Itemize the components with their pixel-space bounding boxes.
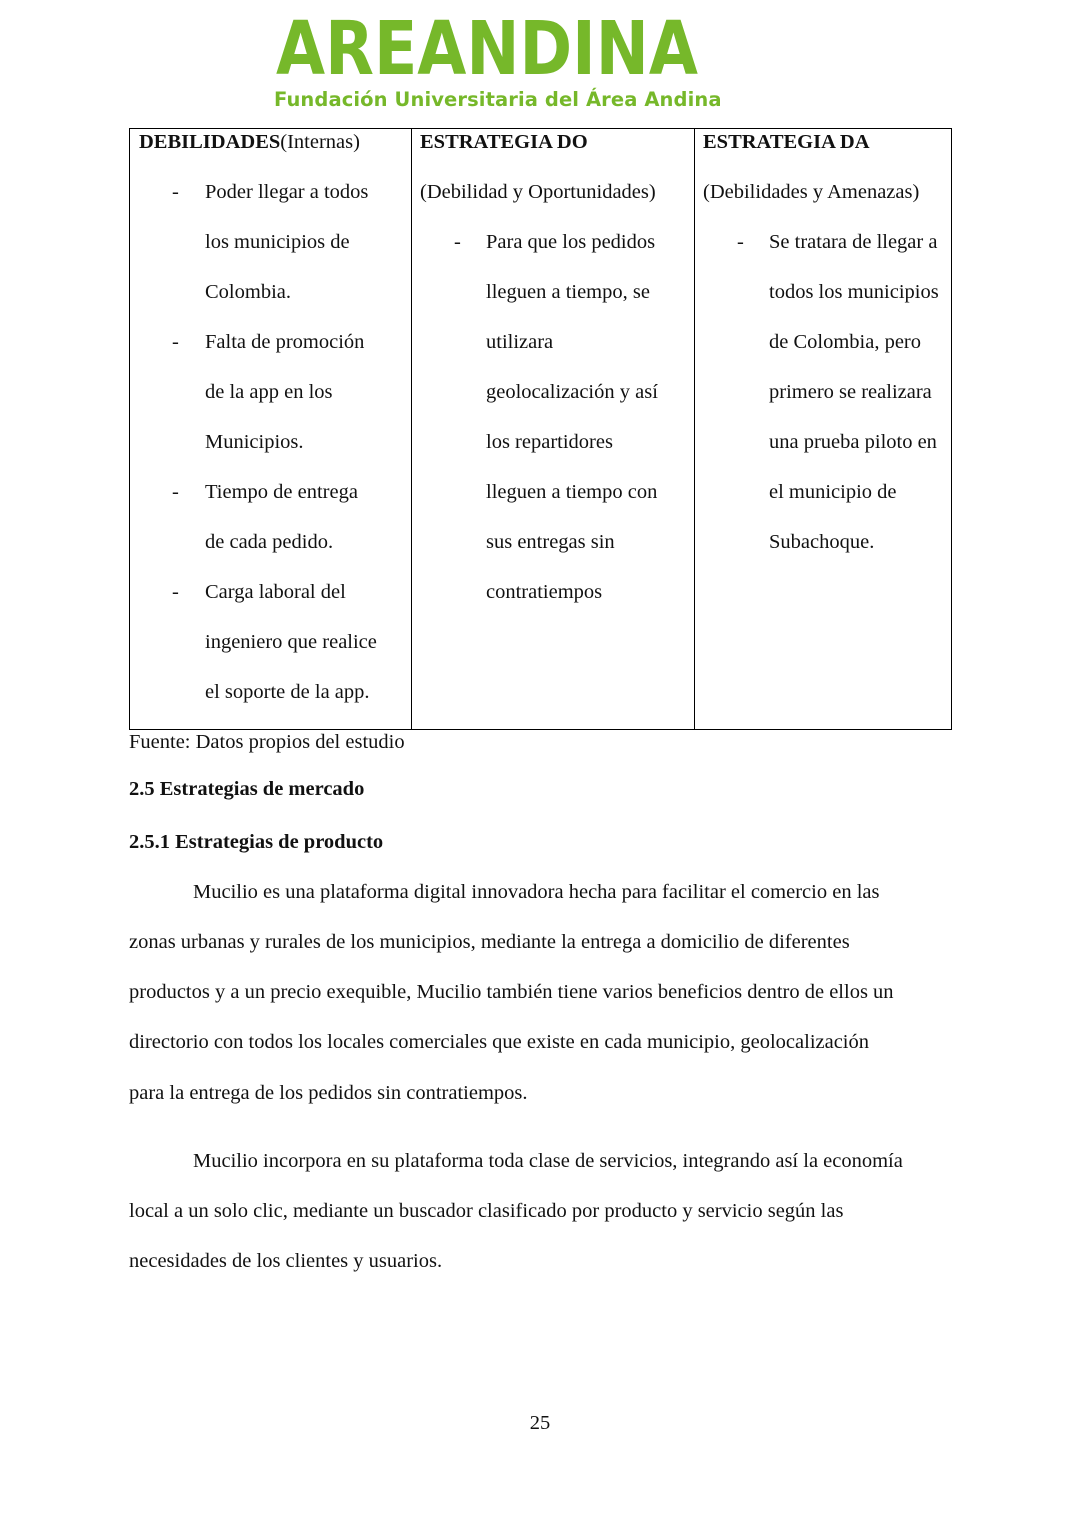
bullet-item-text: los municipios de <box>205 231 350 253</box>
bullet-item-line <box>703 279 951 329</box>
debilidades-list <box>139 179 411 729</box>
bullet-item-line <box>139 529 411 579</box>
paragraph2-line: necesidades de los clientes y usuarios. <box>129 1250 443 1272</box>
bullet-item-line <box>703 479 951 529</box>
bullet-item-line <box>420 329 694 379</box>
bullet-item-line: - Tiempo de entrega <box>172 481 358 503</box>
bullet-item-line <box>703 379 951 429</box>
logo-subtitle: Fundación Universitaria del Área Andina <box>274 88 722 111</box>
bullet-item-text: los repartidores <box>486 431 613 453</box>
bullet-item-line <box>139 379 411 429</box>
bullet-item-text: Falta de promoción <box>205 331 365 353</box>
debilidades-title: DEBILIDADES <box>139 131 281 153</box>
bullet-item-text: el soporte de la app. <box>205 681 370 703</box>
bullet-item-line: - Para que los pedidos <box>454 231 656 253</box>
bullet-item-text: geolocalización y así <box>486 381 658 403</box>
subsection-heading: 2.5.1 Estrategias de producto <box>129 831 384 853</box>
paragraph1-line: directorio con todos los locales comerciales que existe en cada municipio, geolocalización <box>129 1031 870 1053</box>
bullet-item-text: una prueba piloto en <box>769 431 937 453</box>
bullet-item-text: de Colombia, pero <box>769 331 922 353</box>
bullet-item-text: primero se realizara <box>769 381 932 403</box>
bullet-item-text: ingeniero que realice <box>205 631 377 653</box>
estrategia-da-column <box>695 129 952 730</box>
estrategia-do-title: ESTRATEGIA DO <box>420 131 588 153</box>
bullet-item-text: Tiempo de entrega <box>205 481 358 503</box>
estrategia-da-subtitle: (Debilidades y Amenazas) <box>703 181 920 203</box>
bullet-item-line: - Se tratara de llegar a <box>737 231 938 253</box>
debilidades-header <box>139 129 411 179</box>
bullet-item-line: - Poder llegar a todos <box>172 181 369 203</box>
table-source: Fuente: Datos propios del estudio <box>129 731 405 753</box>
estrategia-do-column <box>412 129 695 730</box>
paragraph2-line: local a un solo clic, mediante un buscador clasificado por producto y servicio según las <box>129 1200 844 1222</box>
estrategia-da-list <box>703 229 951 579</box>
bullet-item-text: utilizara <box>486 331 554 353</box>
areandina-logo <box>272 6 702 92</box>
estrategia-do-subtitle: (Debilidad y Oportunidades) <box>420 181 656 203</box>
bullet-item-line <box>703 329 951 379</box>
bullet-item-text: lleguen a tiempo, se <box>486 281 650 303</box>
bullet-item-text: Colombia. <box>205 281 291 303</box>
debilidades-column <box>130 129 412 730</box>
bullet-item-text: Subachoque. <box>769 531 875 553</box>
paragraph1-line: zonas urbanas y rurales de los municipios, mediante la entrega a domicilio de diferentes <box>129 931 850 953</box>
bullet-item-line <box>139 279 411 329</box>
bullet-item-text: Para que los pedidos <box>486 231 656 253</box>
bullet-item-line <box>420 279 694 329</box>
bullet-item-text: Municipios. <box>205 431 304 453</box>
bullet-item-line <box>420 479 694 529</box>
bullet-item-text: el municipio de <box>769 481 897 503</box>
bullet-item-text: Carga laboral del <box>205 581 346 603</box>
bullet-item-line <box>139 629 411 679</box>
bullet-item-line <box>420 579 694 629</box>
swot-strategy-table <box>129 128 952 730</box>
bullet-item-line <box>703 529 951 579</box>
bullet-item-line: - Falta de promoción <box>172 331 365 353</box>
paragraph1-line: para la entrega de los pedidos sin contratiempos. <box>129 1082 528 1104</box>
bullet-item-line <box>420 379 694 429</box>
bullet-item-line: - Carga laboral del <box>172 581 346 603</box>
bullet-item-line <box>420 529 694 579</box>
bullet-item-text: de cada pedido. <box>205 531 334 553</box>
logo-title-text: AREANDINA <box>276 6 698 92</box>
bullet-item-text: Se tratara de llegar a <box>769 231 938 253</box>
estrategia-do-list <box>420 229 694 629</box>
bullet-item-text: Poder llegar a todos <box>205 181 369 203</box>
bullet-item-line <box>703 429 951 479</box>
bullet-item-text: contratiempos <box>486 581 603 603</box>
page-number: 25 <box>529 1412 551 1434</box>
paragraph1-line: productos y a un precio exequible, Mucilio también tiene varios beneficios dentro de ellos un <box>129 981 894 1003</box>
paragraph2-line: Mucilio incorpora en su plataforma toda clase de servicios, integrando así la economía <box>193 1150 903 1172</box>
bullet-item-line <box>139 679 411 729</box>
estrategia-da-title: ESTRATEGIA DA <box>703 131 870 153</box>
bullet-item-text: de la app en los <box>205 381 333 403</box>
bullet-item-line <box>139 429 411 479</box>
bullet-item-text: todos los municipios <box>769 281 939 303</box>
bullet-item-text: sus entregas sin <box>486 531 615 553</box>
debilidades-subtitle: (Internas) <box>280 131 360 153</box>
bullet-item-text: lleguen a tiempo con <box>486 481 658 503</box>
section-heading: 2.5 Estrategias de mercado <box>129 778 365 800</box>
paragraph1-line: Mucilio es una plataforma digital innovadora hecha para facilitar el comercio en las <box>193 881 880 903</box>
bullet-item-line <box>420 429 694 479</box>
bullet-item-line <box>139 229 411 279</box>
